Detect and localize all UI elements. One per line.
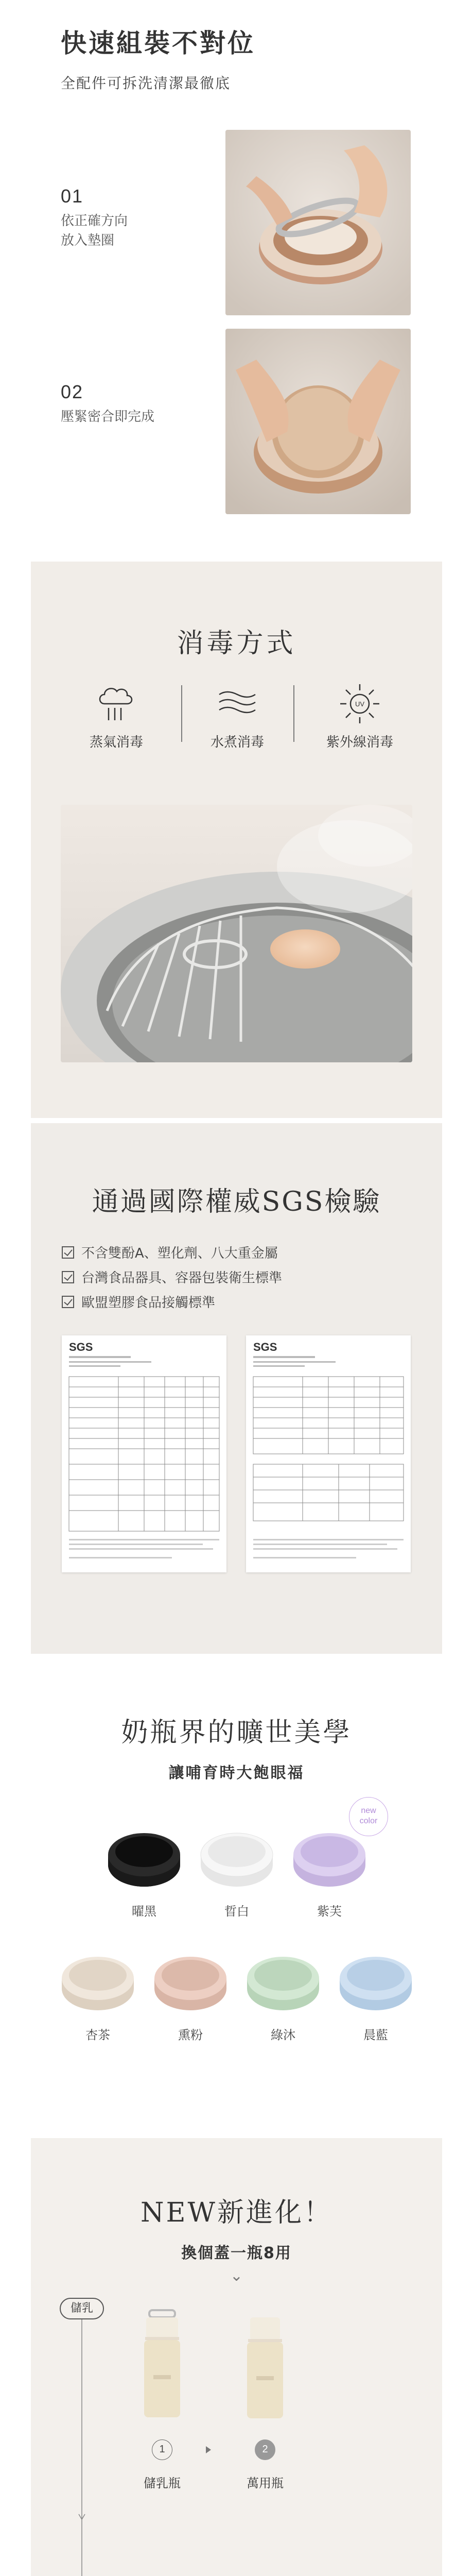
method-uv xyxy=(303,679,416,751)
assembly-title: 快速組裝不對位 xyxy=(61,28,255,58)
sgs-check-text: 歐盟塑膠食品接觸標準 xyxy=(81,1295,216,1311)
color-label: 杏茶 xyxy=(85,2028,110,2042)
product-label: 儲乳瓶 xyxy=(144,2476,181,2490)
step-2-line1: 壓緊密合即完成 xyxy=(61,409,155,425)
waves-icon xyxy=(214,679,260,725)
color-label: 熏粉 xyxy=(178,2028,203,2042)
sgs-check-item xyxy=(62,1267,282,1286)
sgs-check-text: 不含雙酚A、塑化劑、八大重金屬 xyxy=(81,1246,278,1261)
checkbox-icon xyxy=(62,1271,74,1283)
color-label: 曜黑 xyxy=(132,1904,156,1919)
sgs-title: 通過國際權威SGS檢驗 xyxy=(92,1187,381,1217)
badge-line2: color xyxy=(359,1817,378,1825)
assembly-subtitle: 全配件可拆洗清潔最徹底 xyxy=(61,75,231,92)
method-divider xyxy=(293,685,294,742)
step-number-badge: 2 xyxy=(255,2439,275,2460)
sgs-report-document xyxy=(246,1335,411,1572)
step-2-number: 02 xyxy=(61,381,84,402)
sgs-report-document xyxy=(62,1335,226,1572)
colors-subtitle: 讓哺育時大飽眼福 xyxy=(168,1764,305,1782)
product-label: 萬用瓶 xyxy=(247,2476,284,2490)
step-1-line1: 依正確方向 xyxy=(61,213,128,229)
sgs-logo: SGS xyxy=(69,1341,93,1353)
chevron-down-icon: ⌄ xyxy=(230,2267,243,2284)
evolution-section xyxy=(31,2138,442,2576)
color-label: 綠沐 xyxy=(271,2028,295,2042)
ring-swatch-green xyxy=(242,1942,324,2020)
sgs-check-text: 台灣食品器具、容器包裝衛生標準 xyxy=(81,1270,283,1286)
colors-title: 奶瓶界的曠世美學 xyxy=(121,1717,352,1748)
gasket-insert-photo xyxy=(225,130,411,315)
ring-swatch-beige xyxy=(57,1942,139,2020)
steam-icon xyxy=(93,679,139,725)
sgs-section xyxy=(31,1123,442,1654)
sterilizer-photo xyxy=(61,805,412,1062)
sgs-check-item xyxy=(62,1292,215,1311)
method-boil-label: 水煮消毒 xyxy=(210,735,264,750)
method-boil xyxy=(181,679,294,751)
method-steam xyxy=(60,679,173,751)
method-uv-label: 紫外線消毒 xyxy=(326,735,393,750)
storage-bottle-image xyxy=(134,2308,190,2421)
ring-swatch-purple xyxy=(288,1819,371,1896)
sterilize-title: 消毒方式 xyxy=(177,628,296,659)
uv-icon xyxy=(337,679,383,725)
evolution-title: NEW新進化！ xyxy=(141,2197,332,2228)
ring-swatch-blue xyxy=(335,1942,417,2020)
universal-bottle-image xyxy=(237,2313,293,2421)
step-2-text xyxy=(61,407,154,427)
ring-swatch-black xyxy=(103,1819,185,1896)
timeline-line xyxy=(77,2298,87,2576)
evolution-subtitle: 換個蓋一瓶8用 xyxy=(181,2244,292,2262)
uv-badge-text: UV xyxy=(355,700,365,708)
category-storage-pill: 儲乳 xyxy=(60,2298,104,2319)
step-1-line2: 放入墊圈 xyxy=(61,233,115,248)
color-label: 晢白 xyxy=(224,1904,249,1919)
badge-line1: new xyxy=(361,1806,376,1815)
ring-swatch-pink xyxy=(149,1942,232,2020)
step-number-badge: 1 xyxy=(152,2439,172,2460)
sgs-check-item xyxy=(62,1243,278,1262)
method-steam-label: 蒸氣消毒 xyxy=(89,735,143,750)
color-label: 紫芙 xyxy=(317,1904,342,1919)
sgs-logo: SGS xyxy=(253,1341,277,1353)
checkbox-icon xyxy=(62,1246,74,1259)
arrow-right-icon xyxy=(206,2446,211,2453)
ring-swatch-white xyxy=(196,1819,278,1896)
assembly-section xyxy=(0,0,473,556)
press-seal-photo xyxy=(225,329,411,514)
step-1-text xyxy=(61,211,128,250)
step-1-number: 01 xyxy=(61,185,84,207)
color-label: 晨藍 xyxy=(363,2028,388,2042)
checkbox-icon xyxy=(62,1296,74,1308)
